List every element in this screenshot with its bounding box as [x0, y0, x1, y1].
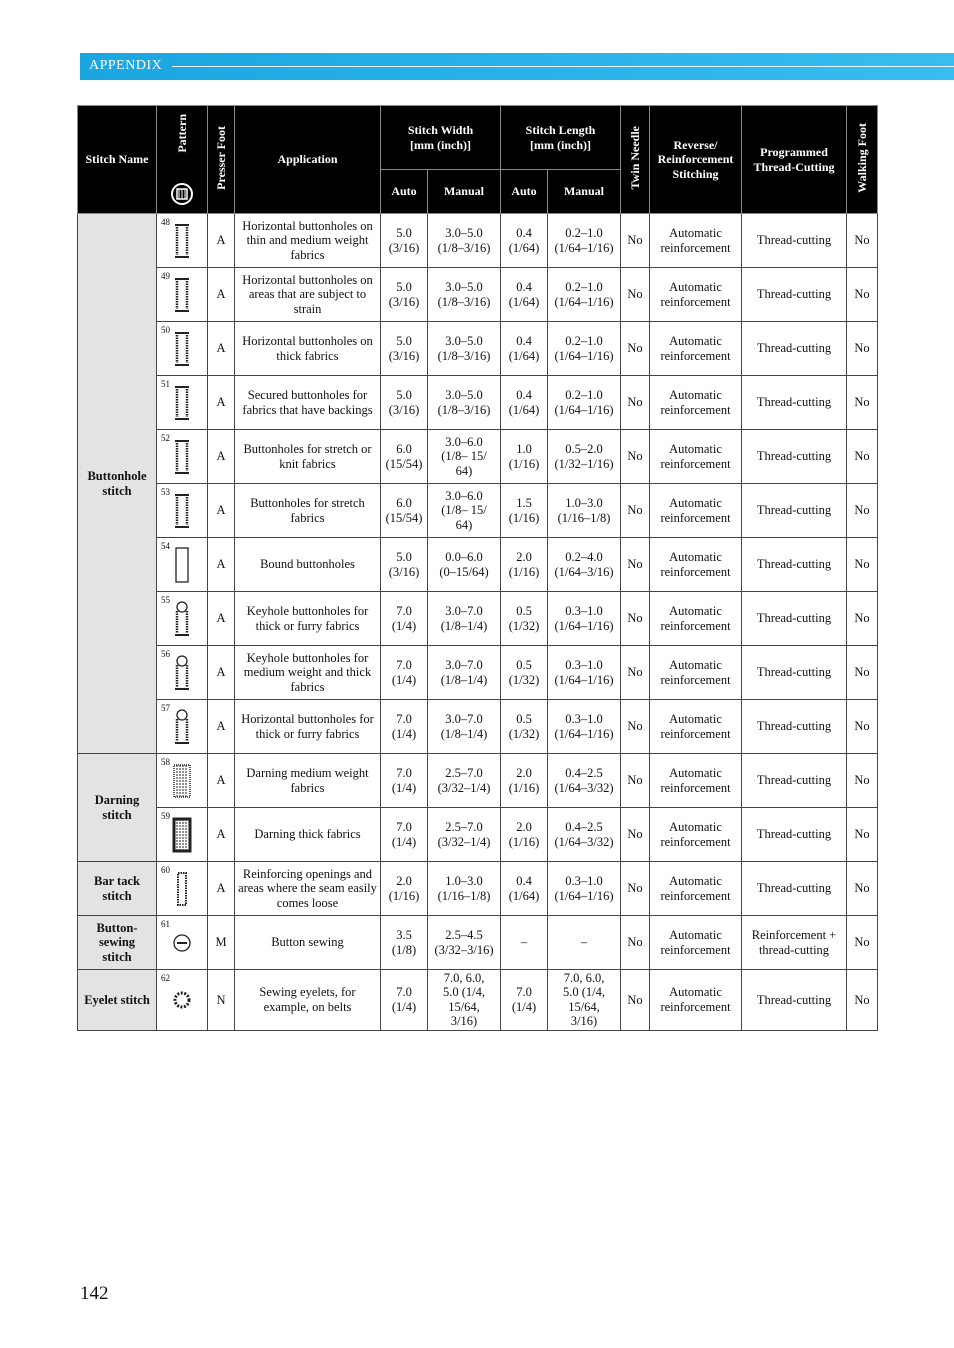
- table-row: [78, 430, 878, 484]
- walking-foot-cell: No: [847, 646, 878, 700]
- table-row: [78, 862, 878, 916]
- thread-cutting-cell: Thread-cutting: [742, 700, 847, 754]
- width-auto-cell: 5.0 (3/16): [381, 538, 428, 592]
- banner-rule: [172, 66, 954, 67]
- table-row: [78, 322, 878, 376]
- width-manual-cell: 3.0–5.0 (1/8–3/16): [428, 214, 501, 268]
- stitch-pattern-icon: [171, 980, 193, 1020]
- width-auto-cell: 6.0 (15/54): [381, 484, 428, 538]
- table-row: [78, 916, 878, 970]
- stitch-pattern-icon: [171, 815, 193, 855]
- thread-cutting-cell: Thread-cutting: [742, 646, 847, 700]
- pattern-cell: [157, 916, 208, 970]
- table-row: [78, 484, 878, 538]
- presser-foot-cell: A: [208, 808, 235, 862]
- header-presser-foot-label: Presser Foot: [213, 125, 228, 190]
- stitch-group-button: Button- sewing stitch: [78, 916, 157, 970]
- presser-foot-cell: A: [208, 646, 235, 700]
- walking-foot-cell: No: [847, 862, 878, 916]
- reverse-cell: Automatic reinforcement: [650, 646, 742, 700]
- stitch-pattern-icon: [171, 383, 193, 423]
- length-auto-cell: 0.4 (1/64): [501, 322, 548, 376]
- length-auto-cell: 2.0 (1/16): [501, 754, 548, 808]
- width-auto-cell: 7.0 (1/4): [381, 592, 428, 646]
- application-cell: Darning medium weight fabrics: [235, 754, 381, 808]
- pattern-number: 59: [161, 811, 170, 821]
- length-manual-cell: 0.3–1.0 (1/64–1/16): [548, 592, 621, 646]
- stitch-pattern-icon: [171, 599, 193, 639]
- stitch-pattern-icon: [171, 437, 193, 477]
- header-reverse: Reverse/ Reinforcement Stitching: [650, 106, 742, 214]
- width-manual-cell: 2.5–7.0 (3/32–1/4): [428, 808, 501, 862]
- pattern-cell: [157, 592, 208, 646]
- table-row: [78, 268, 878, 322]
- reverse-cell: Automatic reinforcement: [650, 538, 742, 592]
- pattern-cell: [157, 808, 208, 862]
- length-auto-cell: 1.0 (1/16): [501, 430, 548, 484]
- presser-foot-cell: M: [208, 916, 235, 970]
- stitch-settings-table: [77, 105, 878, 1031]
- pattern-cell: [157, 700, 208, 754]
- stitch-pattern-icon: [171, 869, 193, 909]
- length-auto-cell: 0.4 (1/64): [501, 214, 548, 268]
- twin-needle-cell: No: [621, 592, 650, 646]
- walking-foot-cell: No: [847, 700, 878, 754]
- section-label: APPENDIX: [89, 58, 163, 73]
- twin-needle-cell: No: [621, 376, 650, 430]
- length-auto-cell: 0.5 (1/32): [501, 646, 548, 700]
- length-manual-cell: 0.2–1.0 (1/64–1/16): [548, 268, 621, 322]
- length-manual-cell: 0.4–2.5 (1/64–3/32): [548, 754, 621, 808]
- twin-needle-cell: No: [621, 808, 650, 862]
- length-auto-cell: 0.4 (1/64): [501, 268, 548, 322]
- twin-needle-cell: No: [621, 538, 650, 592]
- application-cell: Buttonholes for stretch or knit fabrics: [235, 430, 381, 484]
- length-manual-cell: 0.4–2.5 (1/64–3/32): [548, 808, 621, 862]
- length-auto-cell: 2.0 (1/16): [501, 538, 548, 592]
- presser-foot-cell: A: [208, 430, 235, 484]
- stitch-pattern-icon: [171, 923, 193, 963]
- table-row: [78, 214, 878, 268]
- pattern-cell: [157, 970, 208, 1031]
- header-width-auto: Auto: [381, 170, 428, 214]
- walking-foot-cell: No: [847, 754, 878, 808]
- length-auto-cell: 2.0 (1/16): [501, 808, 548, 862]
- pattern-cell: [157, 484, 208, 538]
- length-manual-cell: 7.0, 6.0, 5.0 (1/4, 15/64, 3/16): [548, 970, 621, 1031]
- thread-cutting-cell: Thread-cutting: [742, 592, 847, 646]
- presser-foot-cell: N: [208, 970, 235, 1031]
- walking-foot-cell: No: [847, 322, 878, 376]
- pattern-number: 52: [161, 433, 170, 443]
- twin-needle-cell: No: [621, 268, 650, 322]
- twin-needle-cell: No: [621, 646, 650, 700]
- application-cell: Horizontal buttonholes on thin and medium weight fabrics: [235, 214, 381, 268]
- pattern-cell: [157, 754, 208, 808]
- presser-foot-cell: A: [208, 376, 235, 430]
- length-manual-cell: 0.5–2.0 (1/32–1/16): [548, 430, 621, 484]
- application-cell: Keyhole buttonholes for thick or furry fabrics: [235, 592, 381, 646]
- reverse-cell: Automatic reinforcement: [650, 862, 742, 916]
- header-stitch-length: Stitch Length [mm (inch)]: [501, 106, 621, 170]
- width-manual-cell: 1.0–3.0 (1/16–1/8): [428, 862, 501, 916]
- thread-cutting-cell: Thread-cutting: [742, 268, 847, 322]
- walking-foot-cell: No: [847, 430, 878, 484]
- header-pattern: [157, 106, 208, 214]
- twin-needle-cell: No: [621, 700, 650, 754]
- application-cell: Bound buttonholes: [235, 538, 381, 592]
- stitch-pattern-icon: [171, 707, 193, 747]
- pattern-cell: [157, 646, 208, 700]
- pattern-number: 62: [161, 973, 170, 983]
- reverse-cell: Automatic reinforcement: [650, 592, 742, 646]
- width-manual-cell: 3.0–6.0 (1/8– 15/ 64): [428, 484, 501, 538]
- width-manual-cell: 2.5–4.5 (3/32–3/16): [428, 916, 501, 970]
- stitch-pattern-icon: [171, 221, 193, 261]
- table-row: [78, 970, 878, 1031]
- walking-foot-cell: No: [847, 268, 878, 322]
- table-row: [78, 538, 878, 592]
- width-auto-cell: 7.0 (1/4): [381, 754, 428, 808]
- header-length-manual: Manual: [548, 170, 621, 214]
- width-auto-cell: 7.0 (1/4): [381, 808, 428, 862]
- width-auto-cell: 6.0 (15/54): [381, 430, 428, 484]
- presser-foot-cell: A: [208, 700, 235, 754]
- width-manual-cell: 2.5–7.0 (3/32–1/4): [428, 754, 501, 808]
- thread-cutting-cell: Thread-cutting: [742, 808, 847, 862]
- header-twin-needle: [621, 106, 650, 214]
- thread-cutting-cell: Thread-cutting: [742, 322, 847, 376]
- thread-cutting-cell: Thread-cutting: [742, 484, 847, 538]
- application-cell: Sewing eyelets, for example, on belts: [235, 970, 381, 1031]
- header-walking-foot-label: Walking Foot: [854, 122, 869, 193]
- presser-foot-cell: A: [208, 214, 235, 268]
- length-auto-cell: 0.4 (1/64): [501, 376, 548, 430]
- table-row: [78, 376, 878, 430]
- reverse-cell: Automatic reinforcement: [650, 322, 742, 376]
- stitch-pattern-icon: [171, 275, 193, 315]
- walking-foot-cell: No: [847, 808, 878, 862]
- application-cell: Horizontal buttonholes for thick or furry fabrics: [235, 700, 381, 754]
- stitch-pattern-icon: [171, 545, 193, 585]
- presser-foot-cell: A: [208, 538, 235, 592]
- pattern-cell: [157, 538, 208, 592]
- stitch-group-buttonhole: Buttonhole stitch: [78, 214, 157, 754]
- stitch-pattern-icon: [171, 761, 193, 801]
- pattern-cell: [157, 862, 208, 916]
- length-auto-cell: 0.5 (1/32): [501, 592, 548, 646]
- header-programmed-cutting: Programmed Thread-Cutting: [742, 106, 847, 214]
- stitch-pattern-icon: [171, 329, 193, 369]
- width-manual-cell: 3.0–5.0 (1/8–3/16): [428, 376, 501, 430]
- length-auto-cell: 0.5 (1/32): [501, 700, 548, 754]
- walking-foot-cell: No: [847, 538, 878, 592]
- thread-cutting-cell: Reinforcement + thread-cutting: [742, 916, 847, 970]
- twin-needle-cell: No: [621, 484, 650, 538]
- reverse-cell: Automatic reinforcement: [650, 916, 742, 970]
- presser-foot-cell: A: [208, 592, 235, 646]
- header-stitch-width: Stitch Width [mm (inch)]: [381, 106, 501, 170]
- width-auto-cell: 5.0 (3/16): [381, 214, 428, 268]
- reverse-cell: Automatic reinforcement: [650, 970, 742, 1031]
- stitch-pattern-icon: [171, 491, 193, 531]
- thread-cutting-cell: Thread-cutting: [742, 754, 847, 808]
- application-cell: Buttonholes for stretch fabrics: [235, 484, 381, 538]
- reverse-cell: Automatic reinforcement: [650, 268, 742, 322]
- page-number: 142: [80, 1283, 109, 1304]
- header-width-manual: Manual: [428, 170, 501, 214]
- thread-cutting-cell: Thread-cutting: [742, 862, 847, 916]
- length-manual-cell: –: [548, 916, 621, 970]
- pattern-cell: [157, 376, 208, 430]
- presser-foot-cell: A: [208, 322, 235, 376]
- header-twin-needle-label: Twin Needle: [627, 126, 642, 190]
- pattern-number: 54: [161, 541, 170, 551]
- width-manual-cell: 0.0–6.0 (0–15/64): [428, 538, 501, 592]
- walking-foot-cell: No: [847, 970, 878, 1031]
- header-presser-foot: [208, 106, 235, 214]
- reverse-cell: Automatic reinforcement: [650, 430, 742, 484]
- length-manual-cell: 0.3–1.0 (1/64–1/16): [548, 862, 621, 916]
- table-row: [78, 646, 878, 700]
- header-pattern-label: Pattern: [174, 113, 189, 153]
- walking-foot-cell: No: [847, 376, 878, 430]
- walking-foot-cell: No: [847, 592, 878, 646]
- twin-needle-cell: No: [621, 862, 650, 916]
- pattern-number: 51: [161, 379, 170, 389]
- length-manual-cell: 1.0–3.0 (1/16–1/8): [548, 484, 621, 538]
- table-row: [78, 808, 878, 862]
- length-auto-cell: 1.5 (1/16): [501, 484, 548, 538]
- pattern-number: 57: [161, 703, 170, 713]
- table-row: [78, 592, 878, 646]
- twin-needle-cell: No: [621, 430, 650, 484]
- width-auto-cell: 5.0 (3/16): [381, 322, 428, 376]
- length-manual-cell: 0.2–1.0 (1/64–1/16): [548, 376, 621, 430]
- length-auto-cell: 7.0 (1/4): [501, 970, 548, 1031]
- length-manual-cell: 0.2–1.0 (1/64–1/16): [548, 214, 621, 268]
- reverse-cell: Automatic reinforcement: [650, 754, 742, 808]
- length-auto-cell: –: [501, 916, 548, 970]
- reverse-cell: Automatic reinforcement: [650, 700, 742, 754]
- width-auto-cell: 2.0 (1/16): [381, 862, 428, 916]
- pattern-number: 50: [161, 325, 170, 335]
- width-manual-cell: 3.0–6.0 (1/8– 15/ 64): [428, 430, 501, 484]
- width-manual-cell: 3.0–7.0 (1/8–1/4): [428, 592, 501, 646]
- twin-needle-cell: No: [621, 322, 650, 376]
- presser-foot-cell: A: [208, 268, 235, 322]
- width-auto-cell: 7.0 (1/4): [381, 646, 428, 700]
- thread-cutting-cell: Thread-cutting: [742, 214, 847, 268]
- table-row: [78, 754, 878, 808]
- reverse-cell: Automatic reinforcement: [650, 484, 742, 538]
- application-cell: Reinforcing openings and areas where the seam easily comes loose: [235, 862, 381, 916]
- pattern-cell: [157, 214, 208, 268]
- twin-needle-cell: No: [621, 214, 650, 268]
- width-auto-cell: 3.5 (1/8): [381, 916, 428, 970]
- pattern-number: 58: [161, 757, 170, 767]
- stitch-group-darning: Darning stitch: [78, 754, 157, 862]
- twin-needle-cell: No: [621, 916, 650, 970]
- twin-needle-cell: No: [621, 754, 650, 808]
- pattern-number: 61: [161, 919, 170, 929]
- thread-cutting-cell: Thread-cutting: [742, 538, 847, 592]
- application-cell: Horizontal buttonholes on thick fabrics: [235, 322, 381, 376]
- pattern-number: 55: [161, 595, 170, 605]
- walking-foot-cell: No: [847, 916, 878, 970]
- reverse-cell: Automatic reinforcement: [650, 214, 742, 268]
- presser-foot-cell: A: [208, 754, 235, 808]
- width-auto-cell: 7.0 (1/4): [381, 970, 428, 1031]
- table-body: [78, 214, 878, 1031]
- walking-foot-cell: No: [847, 214, 878, 268]
- application-cell: Keyhole buttonholes for medium weight and thick fabrics: [235, 646, 381, 700]
- pattern-cell: [157, 268, 208, 322]
- width-manual-cell: 3.0–5.0 (1/8–3/16): [428, 268, 501, 322]
- presser-foot-cell: A: [208, 484, 235, 538]
- pattern-number: 53: [161, 487, 170, 497]
- width-auto-cell: 5.0 (3/16): [381, 268, 428, 322]
- pattern-number: 56: [161, 649, 170, 659]
- width-manual-cell: 7.0, 6.0, 5.0 (1/4, 15/64, 3/16): [428, 970, 501, 1031]
- application-cell: Button sewing: [235, 916, 381, 970]
- stitch-pattern-icon: [171, 653, 193, 693]
- header-length-auto: Auto: [501, 170, 548, 214]
- pattern-key-icon: [170, 182, 194, 206]
- table-row: [78, 700, 878, 754]
- walking-foot-cell: No: [847, 484, 878, 538]
- header-walking-foot: [847, 106, 878, 214]
- application-cell: Horizontal buttonholes on areas that are subject to strain: [235, 268, 381, 322]
- length-manual-cell: 0.2–4.0 (1/64–3/16): [548, 538, 621, 592]
- width-auto-cell: 5.0 (3/16): [381, 376, 428, 430]
- header-stitch-name: Stitch Name: [78, 106, 157, 214]
- width-manual-cell: 3.0–7.0 (1/8–1/4): [428, 700, 501, 754]
- width-auto-cell: 7.0 (1/4): [381, 700, 428, 754]
- pattern-number: 49: [161, 271, 170, 281]
- application-cell: Secured buttonholes for fabrics that have backings: [235, 376, 381, 430]
- length-manual-cell: 0.3–1.0 (1/64–1/16): [548, 700, 621, 754]
- pattern-cell: [157, 430, 208, 484]
- stitch-group-bartack: Bar tack stitch: [78, 862, 157, 916]
- reverse-cell: Automatic reinforcement: [650, 376, 742, 430]
- length-manual-cell: 0.2–1.0 (1/64–1/16): [548, 322, 621, 376]
- thread-cutting-cell: Thread-cutting: [742, 970, 847, 1031]
- section-banner: [80, 53, 954, 80]
- twin-needle-cell: No: [621, 970, 650, 1031]
- presser-foot-cell: A: [208, 862, 235, 916]
- width-manual-cell: 3.0–7.0 (1/8–1/4): [428, 646, 501, 700]
- stitch-group-eyelet: Eyelet stitch: [78, 970, 157, 1031]
- application-cell: Darning thick fabrics: [235, 808, 381, 862]
- width-manual-cell: 3.0–5.0 (1/8–3/16): [428, 322, 501, 376]
- pattern-number: 48: [161, 217, 170, 227]
- thread-cutting-cell: Thread-cutting: [742, 376, 847, 430]
- thread-cutting-cell: Thread-cutting: [742, 430, 847, 484]
- pattern-cell: [157, 322, 208, 376]
- pattern-number: 60: [161, 865, 170, 875]
- header-application: Application: [235, 106, 381, 214]
- length-auto-cell: 0.4 (1/64): [501, 862, 548, 916]
- reverse-cell: Automatic reinforcement: [650, 808, 742, 862]
- length-manual-cell: 0.3–1.0 (1/64–1/16): [548, 646, 621, 700]
